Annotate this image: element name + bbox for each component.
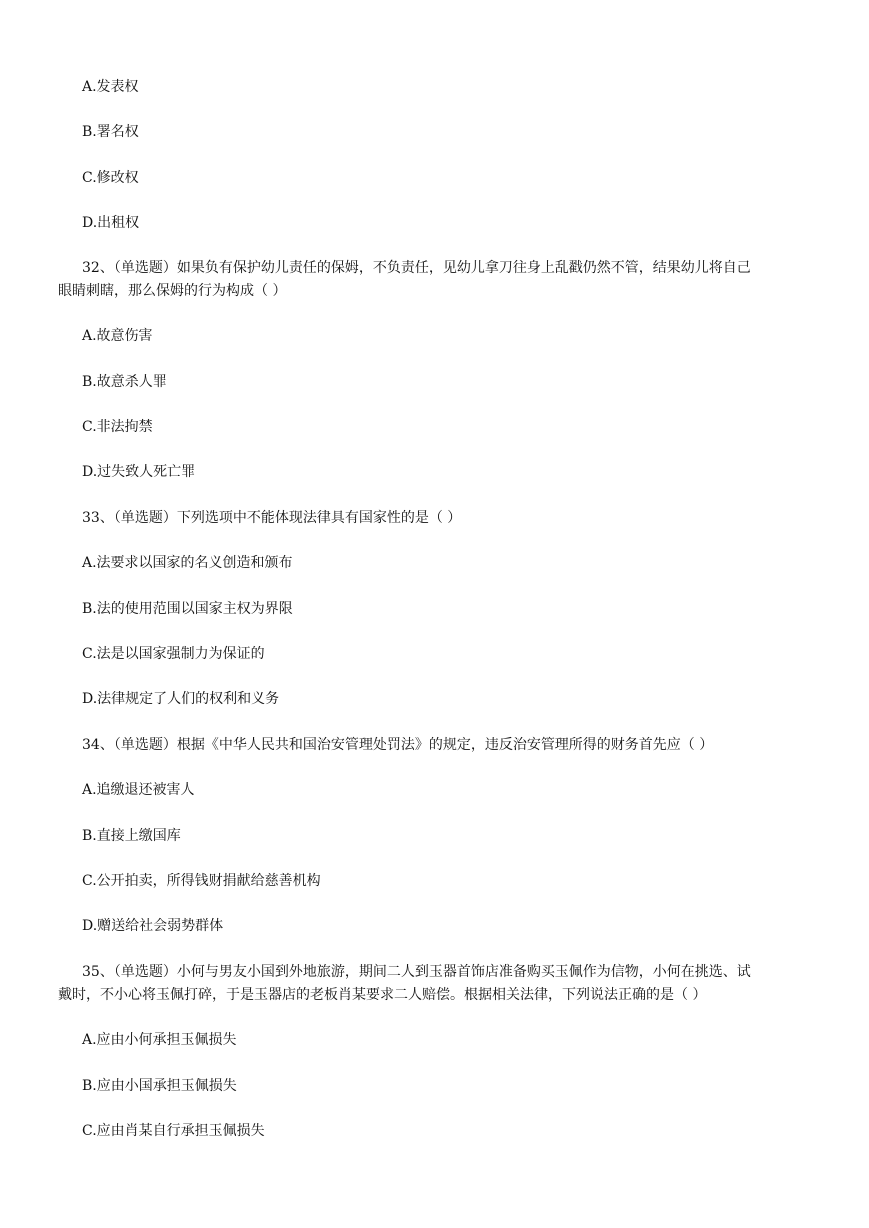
q34-option-d: D.赠送给社会弱势群体 [82,918,224,934]
q32-stem-line2: 眼睛刺瞎，那么保姆的行为构成（ ） [58,283,287,299]
q31-option-b: B.署名权 [82,124,139,140]
q31-option-d: D.出租权 [82,215,140,231]
q33-option-d: D.法律规定了人们的权利和义务 [82,691,280,707]
q35-option-a: A.应由小何承担玉佩损失 [82,1032,237,1048]
q33-option-b: B.法的使用范围以国家主权为界限 [82,601,293,617]
q31-option-a: A.发表权 [82,79,139,95]
q33-option-c: C.法是以国家强制力为保证的 [82,646,265,662]
q34-option-c: C.公开拍卖，所得钱财捐献给慈善机构 [82,873,321,889]
q32-option-b: B.故意杀人罪 [82,374,167,390]
q32-stem-line1: 32、（单选题）如果负有保护幼儿责任的保姆，不负责任，见幼儿拿刀往身上乱戳仍然不管，结果幼儿将自己 [82,260,751,276]
q33-stem: 33、（单选题）下列选项中不能体现法律具有国家性的是（ ） [82,510,462,526]
q31-option-c: C.修改权 [82,170,139,186]
q32-option-a: A.故意伤害 [82,328,153,344]
q33-option-a: A.法要求以国家的名义创造和颁布 [82,555,293,571]
q34-option-a: A.追缴退还被害人 [82,782,195,798]
q35-option-b: B.应由小国承担玉佩损失 [82,1078,237,1094]
q32-option-c: C.非法拘禁 [82,419,153,435]
q35-stem-line1: 35、（单选题）小何与男友小国到外地旅游，期间二人到玉器首饰店准备购买玉佩作为信物，小何在挑选、试 [82,964,751,980]
q35-stem-line2: 戴时，不小心将玉佩打碎，于是玉器店的老板肖某要求二人赔偿。根据相关法律，下列说法正确的是（ ） [58,987,707,1003]
q34-stem: 34、（单选题）根据《中华人民共和国治安管理处罚法》的规定，违反治安管理所得的财务首先应（ ） [82,737,714,753]
q35-option-c: C.应由肖某自行承担玉佩损失 [82,1123,265,1139]
q32-option-d: D.过失致人死亡罪 [82,464,196,480]
q34-option-b: B.直接上缴国库 [82,828,181,844]
